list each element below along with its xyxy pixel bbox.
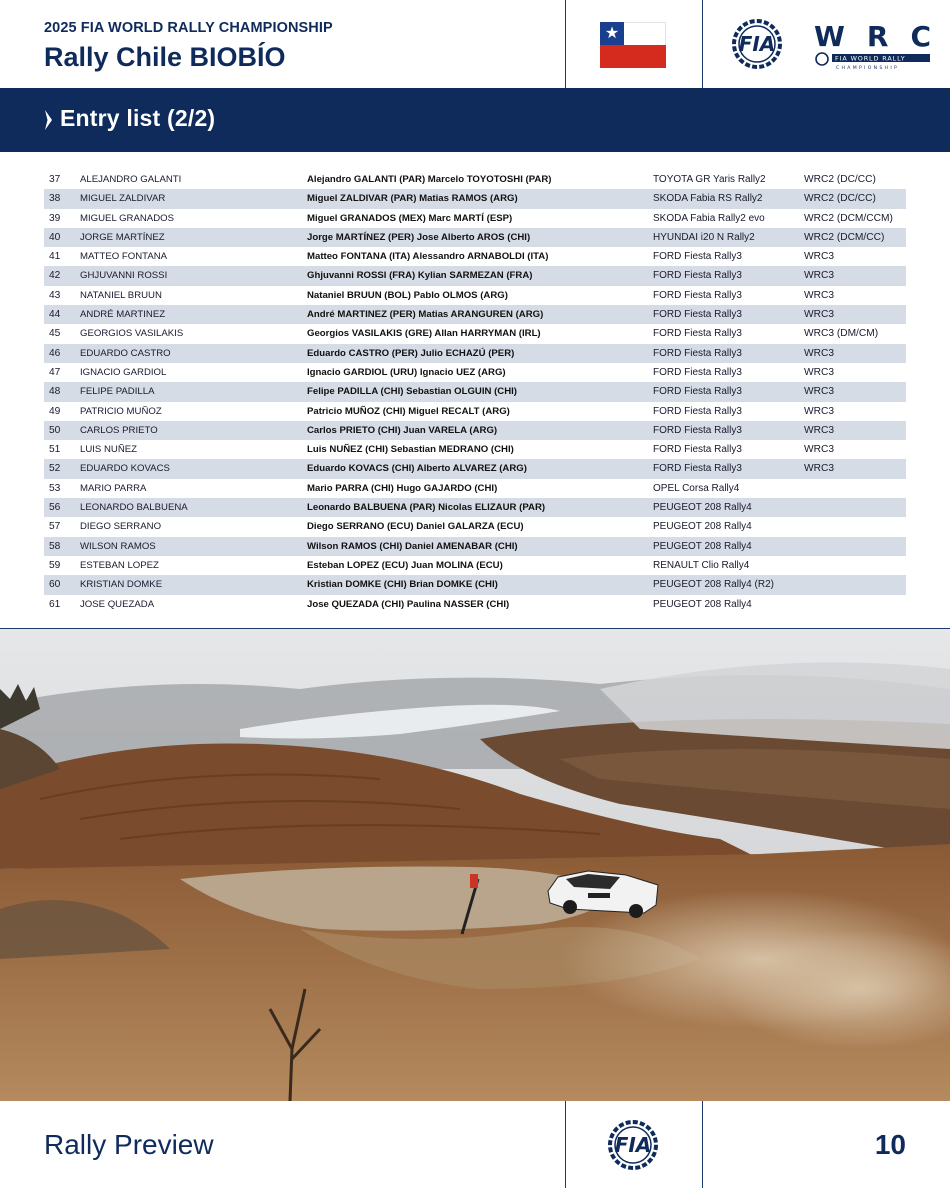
table-row — [44, 286, 906, 305]
crew-names: Eduardo CASTRO (PER) Julio ECHAZÚ (PER) — [307, 347, 515, 359]
crew-names: Mario PARRA (CHI) Hugo GAJARDO (CHI) — [307, 482, 498, 494]
crew-names: Jose QUEZADA (CHI) Paulina NASSER (CHI) — [307, 598, 510, 610]
entry-number: 58 — [49, 540, 61, 552]
entry-number: 40 — [49, 231, 61, 243]
car-model: FORD Fiesta Rally3 — [653, 270, 742, 282]
entry-number: 61 — [49, 598, 61, 610]
svg-text:FIA: FIA — [738, 32, 776, 56]
table-row — [44, 575, 906, 594]
entrant-name: EDUARDO KOVACS — [80, 463, 170, 475]
table-row — [44, 595, 906, 614]
table-row — [44, 266, 906, 285]
crew-names: Diego SERRANO (ECU) Daniel GALARZA (ECU) — [307, 521, 524, 533]
entrant-name: GEORGIOS VASILAKIS — [80, 328, 184, 340]
entry-class: WRC2 (DCM/CCM) — [804, 212, 893, 224]
car-model: FORD Fiesta Rally3 — [653, 366, 742, 378]
table-row — [44, 537, 906, 556]
entrant-name: FELIPE PADILLA — [80, 386, 155, 398]
crew-names: Georgios VASILAKIS (GRE) Allan HARRYMAN (IRL) — [307, 328, 541, 340]
entrant-name: MATTEO FONTANA — [80, 251, 168, 263]
car-model: FORD Fiesta Rally3 — [653, 463, 742, 475]
rally-car-photo — [0, 629, 950, 1101]
entrant-name: JORGE MARTÍNEZ — [80, 231, 165, 243]
car-model: PEUGEOT 208 Rally4 — [653, 521, 752, 533]
car-model: SKODA Fabia RS Rally2 — [653, 193, 763, 205]
crew-names: Miguel ZALDIVAR (PAR) Matias RAMOS (ARG) — [307, 193, 518, 205]
entrant-name: DIEGO SERRANO — [80, 521, 162, 533]
entry-number: 56 — [49, 502, 61, 514]
rally-stage-image — [0, 629, 950, 1101]
crew-names: Felipe PADILLA (CHI) Sebastian OLGUIN (CHI) — [307, 386, 518, 398]
entry-class: WRC3 (DM/CM) — [804, 328, 879, 340]
crew-names: Eduardo KOVACS (CHI) Alberto ALVAREZ (ARG) — [307, 463, 527, 475]
footer-title: Rally Preview — [44, 1129, 214, 1160]
car-model: FORD Fiesta Rally3 — [653, 328, 742, 340]
table-row — [44, 305, 906, 324]
entrant-name: MARIO PARRA — [80, 482, 147, 494]
crew-names: Matteo FONTANA (ITA) Alessandro ARNABOLDI (ITA) — [307, 251, 549, 263]
entry-number: 38 — [49, 193, 61, 205]
entry-number: 49 — [49, 405, 61, 417]
page-footer — [0, 1101, 950, 1188]
entry-number: 39 — [49, 212, 61, 224]
entrant-name: LEONARDO BALBUENA — [80, 502, 188, 514]
crew-names: Jorge MARTÍNEZ (PER) Jose Alberto AROS (CHI) — [307, 231, 531, 243]
svg-text:CHAMPIONSHIP: CHAMPIONSHIP — [836, 66, 900, 70]
table-row — [44, 479, 906, 498]
entry-number: 48 — [49, 386, 61, 398]
car-model: RENAULT Clio Rally4 — [653, 559, 750, 571]
car-model: FORD Fiesta Rally3 — [653, 386, 742, 398]
table-row — [44, 247, 906, 266]
entry-list-table — [44, 170, 906, 614]
crew-names: Kristian DOMKE (CHI) Brian DOMKE (CHI) — [307, 579, 498, 591]
car-model: PEUGEOT 208 Rally4 — [653, 502, 752, 514]
table-row — [44, 363, 906, 382]
entry-number: 43 — [49, 289, 61, 301]
crew-names: Wilson RAMOS (CHI) Daniel AMENABAR (CHI) — [307, 540, 518, 552]
table-row — [44, 421, 906, 440]
entrant-name: EDUARDO CASTRO — [80, 347, 171, 359]
car-model: PEUGEOT 208 Rally4 (R2) — [653, 579, 774, 591]
table-row — [44, 382, 906, 401]
entry-number: 51 — [49, 444, 61, 456]
championship-title: 2025 FIA WORLD RALLY CHAMPIONSHIP — [44, 20, 333, 36]
entrant-name: CARLOS PRIETO — [80, 424, 158, 436]
footer-divider-right — [702, 1101, 703, 1188]
car-model: PEUGEOT 208 Rally4 — [653, 540, 752, 552]
entry-number: 59 — [49, 559, 61, 571]
fia-logo — [721, 18, 793, 70]
page-header — [0, 0, 950, 88]
crew-names: Alejandro GALANTI (PAR) Marcelo TOYOTOSHI (PAR) — [307, 174, 552, 185]
chevron-right-icon — [44, 108, 54, 132]
car-model: FORD Fiesta Rally3 — [653, 309, 742, 321]
section-title: Entry list (2/2) — [60, 105, 216, 131]
entry-number: 46 — [49, 347, 61, 359]
table-row — [44, 209, 906, 228]
entry-number: 53 — [49, 482, 61, 494]
table-row — [44, 556, 906, 575]
svg-text:WRC: WRC — [814, 20, 932, 53]
page-number: 10 — [874, 1129, 906, 1160]
car-model: FORD Fiesta Rally3 — [653, 289, 742, 301]
entry-class: WRC3 — [804, 463, 834, 475]
table-row — [44, 170, 906, 189]
table-row — [44, 440, 906, 459]
entrant-name: MIGUEL ZALDIVAR — [80, 193, 166, 205]
section-banner — [0, 88, 950, 152]
table-row — [44, 189, 906, 208]
table-row — [44, 517, 906, 536]
entrant-name: ANDRÉ MARTINEZ — [80, 309, 166, 321]
entry-class: WRC3 — [804, 386, 834, 398]
wrc-logo — [810, 18, 934, 70]
table-row — [44, 402, 906, 421]
entry-number: 41 — [49, 251, 61, 263]
crew-names: Esteban LOPEZ (ECU) Juan MOLINA (ECU) — [307, 559, 503, 571]
entrant-name: LUIS NUÑEZ — [80, 444, 138, 456]
crew-names: Ghjuvanni ROSSI (FRA) Kylian SARMEZAN (FRA) — [307, 270, 533, 282]
entry-class: WRC3 — [804, 309, 834, 321]
entrant-name: KRISTIAN DOMKE — [80, 579, 163, 591]
entry-class: WRC3 — [804, 289, 834, 301]
entry-class: WRC3 — [804, 366, 834, 378]
entrant-name: IGNACIO GARDIOL — [80, 366, 167, 378]
entry-class: WRC2 (DCM/CC) — [804, 231, 885, 243]
table-row — [44, 498, 906, 517]
fia-logo-footer — [597, 1119, 669, 1171]
car-model: PEUGEOT 208 Rally4 — [653, 598, 752, 610]
entry-number: 60 — [49, 579, 61, 591]
svg-text:FIA WORLD RALLY: FIA WORLD RALLY — [835, 54, 906, 63]
entrant-name: PATRICIO MUÑOZ — [80, 405, 162, 417]
chile-flag-icon: ★ — [600, 22, 666, 68]
entry-number: 50 — [49, 424, 61, 436]
entry-number: 52 — [49, 463, 61, 475]
entry-number: 37 — [49, 174, 61, 185]
car-model: HYUNDAI i20 N Rally2 — [653, 231, 755, 243]
entry-number: 42 — [49, 270, 61, 282]
rally-title: Rally Chile BIOBÍO — [44, 42, 286, 72]
entrant-name: JOSE QUEZADA — [80, 598, 155, 610]
crew-names: Carlos PRIETO (CHI) Juan VARELA (ARG) — [307, 424, 498, 436]
crew-names: Leonardo BALBUENA (PAR) Nicolas ELIZAUR (PAR) — [307, 502, 546, 514]
footer-divider-left — [565, 1101, 566, 1188]
table-row — [44, 344, 906, 363]
car-model: OPEL Corsa Rally4 — [653, 482, 740, 494]
car-model: FORD Fiesta Rally3 — [653, 405, 742, 417]
entrant-name: ESTEBAN LOPEZ — [80, 559, 159, 571]
entry-class: WRC3 — [804, 444, 834, 456]
entry-number: 45 — [49, 328, 61, 340]
table-row — [44, 324, 906, 343]
header-divider-right — [702, 0, 703, 88]
entry-class: WRC3 — [804, 251, 834, 263]
crew-names: Patricio MUÑOZ (CHI) Miguel RECALT (ARG) — [307, 405, 510, 417]
entry-number: 47 — [49, 366, 61, 378]
car-model: FORD Fiesta Rally3 — [653, 424, 742, 436]
entrant-name: NATANIEL BRUUN — [80, 289, 162, 301]
entrant-name: GHJUVANNI ROSSI — [80, 270, 168, 282]
car-model: TOYOTA GR Yaris Rally2 — [653, 174, 766, 185]
entry-class: WRC3 — [804, 270, 834, 282]
header-divider-left — [565, 0, 566, 88]
entry-class: WRC3 — [804, 424, 834, 436]
entry-class: WRC2 (DC/CC) — [804, 174, 876, 185]
crew-names: Ignacio GARDIOL (URU) Ignacio UEZ (ARG) — [307, 366, 506, 378]
car-model: FORD Fiesta Rally3 — [653, 444, 742, 456]
entry-class: WRC2 (DC/CC) — [804, 193, 876, 205]
table-row — [44, 459, 906, 478]
svg-text:FIA: FIA — [614, 1133, 652, 1157]
car-model: SKODA Fabia Rally2 evo — [653, 212, 765, 224]
crew-names: Miguel GRANADOS (MEX) Marc MARTÍ (ESP) — [307, 212, 513, 224]
entrant-name: MIGUEL GRANADOS — [80, 212, 174, 224]
crew-names: Nataniel BRUUN (BOL) Pablo OLMOS (ARG) — [307, 289, 508, 301]
entrant-name: WILSON RAMOS — [80, 540, 156, 552]
entrant-name: ALEJANDRO GALANTI — [80, 174, 182, 185]
entry-class: WRC3 — [804, 347, 834, 359]
entry-class: WRC3 — [804, 405, 834, 417]
car-model: FORD Fiesta Rally3 — [653, 347, 742, 359]
table-row — [44, 228, 906, 247]
entry-number: 57 — [49, 521, 61, 533]
entry-number: 44 — [49, 309, 61, 321]
car-model: FORD Fiesta Rally3 — [653, 251, 742, 263]
crew-names: Luis NUÑEZ (CHI) Sebastian MEDRANO (CHI) — [307, 444, 514, 456]
crew-names: André MARTINEZ (PER) Matias ARANGUREN (ARG) — [307, 309, 544, 321]
